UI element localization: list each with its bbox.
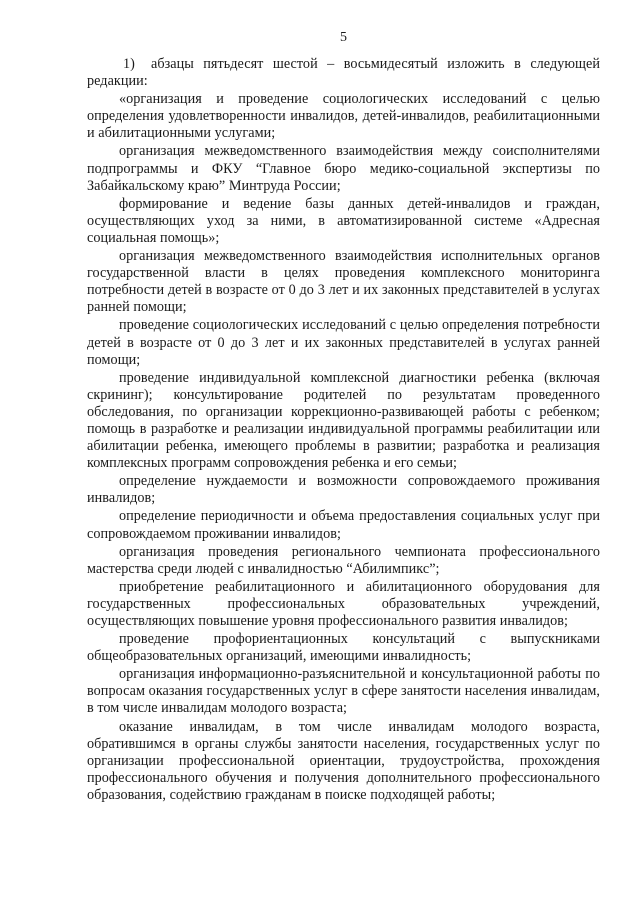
intro-number: 1) [123,56,135,72]
paragraph-1: «организация и проведение социологических исследований с целью определения удовлетворенности инвалидов, детей-инвалидов, реабилитационными и абилитационными услугами; [87,91,600,142]
paragraph-2: организация межведомственного взаимодействия между соисполнителями подпрограммы и ФКУ “Главное бюро медико-социальной экспертизы по Забайкальскому краю” Минтруда России; [87,143,600,194]
intro-paragraph [87,56,600,90]
paragraph-11: проведение профориентационных консультаций с выпускниками общеобразовательных организаций, имеющими инвалидность; [87,631,600,665]
paragraph-13: оказание инвалидам, в том числе инвалидам молодого возраста, обратившимся в органы службы занятости населения, государственных услуг по организации профессиональной ориентации, трудоустройства, прохождения профессионального обучения и получения дополнительного профессионального образования, содействию гражданам в поиске подходящей работы; [87,718,600,803]
paragraph-7: определение нуждаемости и возможности сопровождаемого проживания инвалидов; [87,473,600,507]
paragraph-3: формирование и ведение базы данных детей-инвалидов и граждан, осуществляющих уход за ними, в автоматизированной системе «Адресная социальная помощь»; [87,195,600,246]
page-number: 5 [340,30,347,45]
paragraph-4: организация межведомственного взаимодействия исполнительных органов государственной власти в целях проведения комплексного мониторинга потребности детей в возрасте от 0 до 3 лет и их законных представителей в услугах ранней помощи; [87,248,600,316]
paragraph-12: организация информационно-разъяснительной и консультационной работы по вопросам оказания государственных услуг в сфере занятости населения инвалидам, в том числе инвалидам молодого возраста; [87,666,600,717]
document-page [87,30,600,805]
paragraph-5: проведение социологических исследований с целью определения потребности детей в возрасте от 0 до 3 лет и их законных представителей в услугах ранней помощи; [87,317,600,368]
intro-text: абзацы пятьдесят шестой – восьмидесятый изложить в следующей редакции: [87,56,600,90]
paragraph-9: организация проведения регионального чемпионата профессионального мастерства среди людей с инвалидностью “Абилимпикс”; [87,543,600,577]
paragraph-8: определение периодичности и объема предоставления социальных услуг при сопровождаемом проживании инвалидов; [87,508,600,542]
paragraph-10: приобретение реабилитационного и абилитационного оборудования для государственных профессиональных образовательных учреждений, осуществляющих повышение уровня профессионального развития инвалидов; [87,578,600,629]
paragraph-6: проведение индивидуальной комплексной диагностики ребенка (включая скрининг); консультирование родителей по результатам проведенного обследования, по организации коррекционно-развивающей работы с ребенком; помощь в разработке и реализации индивидуальной программы реабилитации или абилитации ребенка, имеющего проблемы в развитии; разработка и реализация комплексных программ сопровождения ребенка и его семьи; [87,369,600,472]
